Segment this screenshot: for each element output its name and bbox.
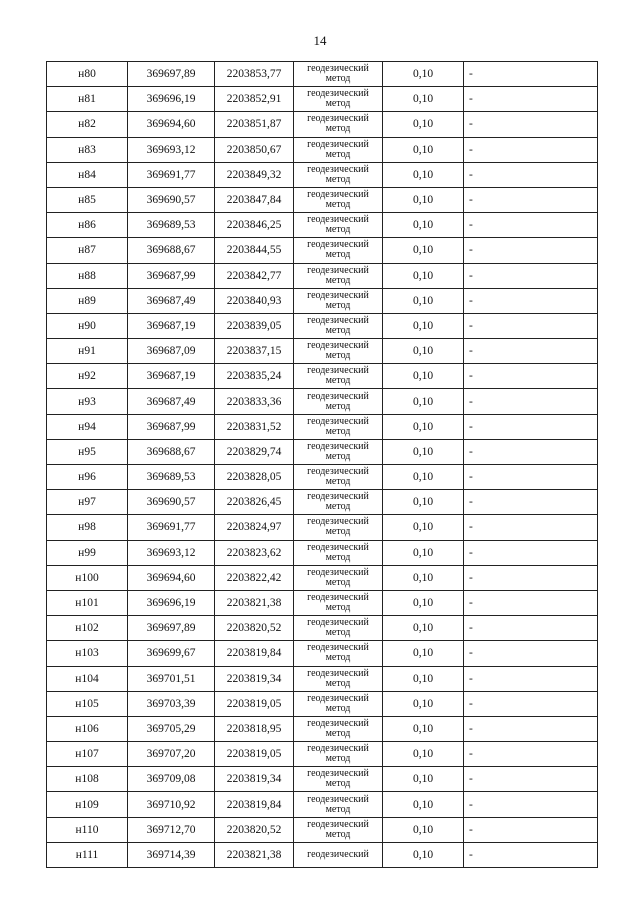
table-row	[47, 414, 598, 439]
table-row	[47, 439, 598, 464]
note-cell: -	[464, 263, 598, 288]
x-coordinate-cell: 369701,51	[128, 666, 215, 691]
point-cell: н86	[47, 213, 128, 238]
method-line-2: метод	[325, 828, 351, 840]
method-cell	[294, 641, 383, 666]
accuracy-cell: 0,10	[383, 666, 464, 691]
accuracy-cell: 0,10	[383, 691, 464, 716]
method-cell	[294, 742, 383, 767]
note-cell: -	[464, 465, 598, 490]
x-coordinate-cell: 369688,67	[128, 238, 215, 263]
method-line-1: геодезический	[307, 516, 369, 528]
y-coordinate-cell: 2203820,52	[215, 817, 294, 842]
x-coordinate-cell: 369687,49	[128, 389, 215, 414]
method-cell	[294, 87, 383, 112]
point-cell: н91	[47, 339, 128, 364]
accuracy-cell: 0,10	[383, 616, 464, 641]
x-coordinate-cell: 369694,60	[128, 112, 215, 137]
x-coordinate-cell: 369699,67	[128, 641, 215, 666]
method-line-1: геодезический	[307, 818, 369, 830]
table-row	[47, 87, 598, 112]
table-row	[47, 389, 598, 414]
note-cell: -	[464, 112, 598, 137]
y-coordinate-cell: 2203822,42	[215, 565, 294, 590]
method-line-2: метод	[325, 778, 351, 790]
method-line-2: метод	[325, 576, 351, 588]
point-cell: н106	[47, 716, 128, 741]
accuracy-cell: 0,10	[383, 187, 464, 212]
note-cell: -	[464, 313, 598, 338]
x-coordinate-cell: 369688,67	[128, 439, 215, 464]
method-line-1: геодезический	[307, 667, 369, 679]
point-cell: н99	[47, 540, 128, 565]
y-coordinate-cell: 2203824,97	[215, 515, 294, 540]
y-coordinate-cell: 2203820,52	[215, 616, 294, 641]
x-coordinate-cell: 369707,20	[128, 742, 215, 767]
method-cell	[294, 162, 383, 187]
note-cell: -	[464, 540, 598, 565]
point-cell: н82	[47, 112, 128, 137]
table-row	[47, 767, 598, 792]
method-line-1: геодезический	[307, 365, 369, 377]
method-cell	[294, 767, 383, 792]
y-coordinate-cell: 2203850,67	[215, 137, 294, 162]
method-line-2: метод	[325, 98, 351, 110]
method-cell	[294, 691, 383, 716]
method-line-1: геодезический	[307, 566, 369, 578]
method-line-1: геодезический	[307, 63, 369, 75]
point-cell: н95	[47, 439, 128, 464]
method-line-2: метод	[325, 526, 351, 538]
point-cell: н104	[47, 666, 128, 691]
page-number: 14	[313, 33, 327, 48]
table-row	[47, 465, 598, 490]
table-row	[47, 590, 598, 615]
note-cell: -	[464, 767, 598, 792]
table-row	[47, 540, 598, 565]
method-line-1: геодезический	[307, 466, 369, 478]
accuracy-cell: 0,10	[383, 515, 464, 540]
accuracy-cell: 0,10	[383, 112, 464, 137]
method-line-1: геодезический	[307, 768, 369, 780]
x-coordinate-cell: 369712,70	[128, 817, 215, 842]
accuracy-cell: 0,10	[383, 414, 464, 439]
accuracy-cell: 0,10	[383, 162, 464, 187]
method-line-1: геодезический	[307, 113, 369, 125]
y-coordinate-cell: 2203819,05	[215, 742, 294, 767]
method-cell	[294, 213, 383, 238]
y-coordinate-cell: 2203851,87	[215, 112, 294, 137]
method-cell	[294, 465, 383, 490]
method-line-2: метод	[325, 224, 351, 236]
y-coordinate-cell: 2203821,38	[215, 590, 294, 615]
x-coordinate-cell: 369705,29	[128, 716, 215, 741]
accuracy-cell: 0,10	[383, 339, 464, 364]
point-cell: н103	[47, 641, 128, 666]
note-cell: -	[464, 137, 598, 162]
y-coordinate-cell: 2203819,34	[215, 666, 294, 691]
point-cell: н109	[47, 792, 128, 817]
method-line-2: метод	[325, 803, 351, 815]
accuracy-cell: 0,10	[383, 439, 464, 464]
note-cell: -	[464, 490, 598, 515]
note-cell: -	[464, 742, 598, 767]
accuracy-cell: 0,10	[383, 742, 464, 767]
note-cell: -	[464, 842, 598, 867]
method-line-2: метод	[325, 425, 351, 437]
y-coordinate-cell: 2203846,25	[215, 213, 294, 238]
method-line-2: метод	[325, 199, 351, 211]
method-line-2: метод	[325, 727, 351, 739]
point-cell: н96	[47, 465, 128, 490]
method-line-1: геодезический	[307, 642, 369, 654]
method-line-1: геодезический	[307, 617, 369, 629]
method-line-2: метод	[325, 753, 351, 765]
y-coordinate-cell: 2203842,77	[215, 263, 294, 288]
x-coordinate-cell: 369687,99	[128, 263, 215, 288]
table-row	[47, 62, 598, 87]
point-cell: н101	[47, 590, 128, 615]
y-coordinate-cell: 2203839,05	[215, 313, 294, 338]
method-line-2: метод	[325, 173, 351, 185]
table-row	[47, 263, 598, 288]
accuracy-cell: 0,10	[383, 87, 464, 112]
x-coordinate-cell: 369690,57	[128, 490, 215, 515]
x-coordinate-cell: 369696,19	[128, 590, 215, 615]
point-cell: н110	[47, 817, 128, 842]
method-line-2: метод	[325, 324, 351, 336]
method-line-2: метод	[325, 148, 351, 160]
y-coordinate-cell: 2203821,38	[215, 842, 294, 867]
note-cell: -	[464, 389, 598, 414]
table-row	[47, 817, 598, 842]
table-row	[47, 742, 598, 767]
method-line-1: геодезический	[307, 743, 369, 755]
method-cell	[294, 842, 383, 867]
point-cell: н85	[47, 187, 128, 212]
method-cell	[294, 817, 383, 842]
table-row	[47, 616, 598, 641]
x-coordinate-cell: 369697,89	[128, 616, 215, 641]
method-line-1: геодезический	[307, 541, 369, 553]
method-line-1: геодезический	[307, 189, 369, 201]
note-cell: -	[464, 716, 598, 741]
note-cell: -	[464, 641, 598, 666]
method-cell	[294, 439, 383, 464]
method-line-2: метод	[325, 299, 351, 311]
x-coordinate-cell: 369687,09	[128, 339, 215, 364]
accuracy-cell: 0,10	[383, 792, 464, 817]
point-cell: н93	[47, 389, 128, 414]
x-coordinate-cell: 369689,53	[128, 465, 215, 490]
method-line-1: геодезический	[307, 390, 369, 402]
accuracy-cell: 0,10	[383, 716, 464, 741]
y-coordinate-cell: 2203819,84	[215, 641, 294, 666]
note-cell: -	[464, 414, 598, 439]
method-cell	[294, 288, 383, 313]
accuracy-cell: 0,10	[383, 288, 464, 313]
accuracy-cell: 0,10	[383, 238, 464, 263]
accuracy-cell: 0,10	[383, 842, 464, 867]
table-row	[47, 792, 598, 817]
table-row	[47, 339, 598, 364]
y-coordinate-cell: 2203847,84	[215, 187, 294, 212]
note-cell: -	[464, 666, 598, 691]
method-line-1: геодезический	[307, 340, 369, 352]
y-coordinate-cell: 2203835,24	[215, 364, 294, 389]
accuracy-cell: 0,10	[383, 263, 464, 288]
method-line-2: метод	[325, 652, 351, 664]
point-cell: н105	[47, 691, 128, 716]
coordinates-table-body	[47, 62, 598, 868]
method-cell	[294, 792, 383, 817]
point-cell: н92	[47, 364, 128, 389]
method-cell	[294, 112, 383, 137]
accuracy-cell: 0,10	[383, 590, 464, 615]
method-line-2: метод	[325, 274, 351, 286]
method-line-1: геодезический	[307, 592, 369, 604]
y-coordinate-cell: 2203828,05	[215, 465, 294, 490]
table-row	[47, 515, 598, 540]
accuracy-cell: 0,10	[383, 817, 464, 842]
y-coordinate-cell: 2203853,77	[215, 62, 294, 87]
table-row	[47, 112, 598, 137]
y-coordinate-cell: 2203831,52	[215, 414, 294, 439]
x-coordinate-cell: 369696,19	[128, 87, 215, 112]
x-coordinate-cell: 369691,77	[128, 515, 215, 540]
method-cell	[294, 238, 383, 263]
point-cell: н100	[47, 565, 128, 590]
method-line-2: метод	[325, 400, 351, 412]
method-cell	[294, 565, 383, 590]
table-row	[47, 213, 598, 238]
x-coordinate-cell: 369714,39	[128, 842, 215, 867]
note-cell: -	[464, 87, 598, 112]
y-coordinate-cell: 2203844,55	[215, 238, 294, 263]
method-cell	[294, 666, 383, 691]
point-cell: н89	[47, 288, 128, 313]
y-coordinate-cell: 2203837,15	[215, 339, 294, 364]
method-line-2: метод	[325, 249, 351, 261]
y-coordinate-cell: 2203819,05	[215, 691, 294, 716]
method-cell	[294, 62, 383, 87]
y-coordinate-cell: 2203826,45	[215, 490, 294, 515]
method-cell	[294, 389, 383, 414]
x-coordinate-cell: 369693,12	[128, 540, 215, 565]
accuracy-cell: 0,10	[383, 490, 464, 515]
accuracy-cell: 0,10	[383, 540, 464, 565]
point-cell: н102	[47, 616, 128, 641]
method-cell	[294, 515, 383, 540]
table-row	[47, 313, 598, 338]
point-cell: н88	[47, 263, 128, 288]
y-coordinate-cell: 2203833,36	[215, 389, 294, 414]
note-cell: -	[464, 62, 598, 87]
method-line-1: геодезический	[307, 314, 369, 326]
coordinates-table	[46, 61, 598, 868]
method-cell	[294, 263, 383, 288]
y-coordinate-cell: 2203829,74	[215, 439, 294, 464]
point-cell: н97	[47, 490, 128, 515]
y-coordinate-cell: 2203852,91	[215, 87, 294, 112]
method-cell	[294, 364, 383, 389]
method-line-2: метод	[325, 350, 351, 362]
point-cell: н83	[47, 137, 128, 162]
method-cell	[294, 616, 383, 641]
x-coordinate-cell: 369710,92	[128, 792, 215, 817]
note-cell: -	[464, 439, 598, 464]
method-line-1: геодезический	[307, 793, 369, 805]
accuracy-cell: 0,10	[383, 389, 464, 414]
point-cell: н81	[47, 87, 128, 112]
note-cell: -	[464, 187, 598, 212]
note-cell: -	[464, 162, 598, 187]
accuracy-cell: 0,10	[383, 137, 464, 162]
x-coordinate-cell: 369687,19	[128, 313, 215, 338]
x-coordinate-cell: 369693,12	[128, 137, 215, 162]
point-cell: н94	[47, 414, 128, 439]
method-cell	[294, 187, 383, 212]
method-cell	[294, 490, 383, 515]
method-line-2: метод	[325, 476, 351, 488]
x-coordinate-cell: 369687,19	[128, 364, 215, 389]
note-cell: -	[464, 817, 598, 842]
accuracy-cell: 0,10	[383, 313, 464, 338]
note-cell: -	[464, 590, 598, 615]
method-line-1: геодезический	[307, 214, 369, 226]
y-coordinate-cell: 2203818,95	[215, 716, 294, 741]
method-line-1: геодезический	[307, 239, 369, 251]
note-cell: -	[464, 288, 598, 313]
table-row	[47, 691, 598, 716]
method-line-2: метод	[325, 375, 351, 387]
accuracy-cell: 0,10	[383, 213, 464, 238]
accuracy-cell: 0,10	[383, 364, 464, 389]
accuracy-cell: 0,10	[383, 62, 464, 87]
accuracy-cell: 0,10	[383, 565, 464, 590]
method-cell	[294, 414, 383, 439]
method-line-1: геодезический	[307, 491, 369, 503]
note-cell: -	[464, 238, 598, 263]
method-line-1: геодезический	[307, 264, 369, 276]
table-row	[47, 187, 598, 212]
method-line-2: метод	[325, 450, 351, 462]
x-coordinate-cell: 369703,39	[128, 691, 215, 716]
method-line-1: геодезический	[307, 717, 369, 729]
method-line-2: метод	[325, 677, 351, 689]
point-cell: н98	[47, 515, 128, 540]
method-cell	[294, 540, 383, 565]
method-line-2: метод	[325, 73, 351, 85]
y-coordinate-cell: 2203840,93	[215, 288, 294, 313]
note-cell: -	[464, 565, 598, 590]
note-cell: -	[464, 339, 598, 364]
table-row	[47, 490, 598, 515]
note-cell: -	[464, 364, 598, 389]
note-cell: -	[464, 691, 598, 716]
method-line-2: метод	[325, 702, 351, 714]
method-line-2: метод	[325, 501, 351, 513]
method-line-1: геодезический	[307, 415, 369, 427]
y-coordinate-cell: 2203819,34	[215, 767, 294, 792]
x-coordinate-cell: 369694,60	[128, 565, 215, 590]
table-row	[47, 641, 598, 666]
method-cell	[294, 590, 383, 615]
point-cell: н80	[47, 62, 128, 87]
accuracy-cell: 0,10	[383, 641, 464, 666]
point-cell: н84	[47, 162, 128, 187]
method-cell	[294, 716, 383, 741]
point-cell: н90	[47, 313, 128, 338]
note-cell: -	[464, 515, 598, 540]
method-line-1: геодезический	[307, 848, 369, 860]
table-row	[47, 666, 598, 691]
method-line-1: геодезический	[307, 289, 369, 301]
note-cell: -	[464, 213, 598, 238]
method-line-1: геодезический	[307, 88, 369, 100]
x-coordinate-cell: 369709,08	[128, 767, 215, 792]
y-coordinate-cell: 2203823,62	[215, 540, 294, 565]
method-line-2: метод	[325, 627, 351, 639]
table-row	[47, 364, 598, 389]
point-cell: н108	[47, 767, 128, 792]
method-cell	[294, 313, 383, 338]
table-row	[47, 842, 598, 867]
table-row	[47, 716, 598, 741]
point-cell: н87	[47, 238, 128, 263]
method-cell	[294, 137, 383, 162]
note-cell: -	[464, 616, 598, 641]
method-line-1: геодезический	[307, 440, 369, 452]
x-coordinate-cell: 369697,89	[128, 62, 215, 87]
method-line-1: геодезический	[307, 692, 369, 704]
x-coordinate-cell: 369691,77	[128, 162, 215, 187]
method-line-2: метод	[325, 602, 351, 614]
point-cell: н111	[47, 842, 128, 867]
point-cell: н107	[47, 742, 128, 767]
accuracy-cell: 0,10	[383, 767, 464, 792]
x-coordinate-cell: 369689,53	[128, 213, 215, 238]
x-coordinate-cell: 369687,99	[128, 414, 215, 439]
table-row	[47, 238, 598, 263]
table-row	[47, 565, 598, 590]
method-line-2: метод	[325, 551, 351, 563]
note-cell: -	[464, 792, 598, 817]
method-cell	[294, 339, 383, 364]
method-line-1: геодезический	[307, 163, 369, 175]
accuracy-cell: 0,10	[383, 465, 464, 490]
y-coordinate-cell: 2203849,32	[215, 162, 294, 187]
table-row	[47, 288, 598, 313]
table-row	[47, 162, 598, 187]
x-coordinate-cell: 369690,57	[128, 187, 215, 212]
method-line-1: геодезический	[307, 138, 369, 150]
x-coordinate-cell: 369687,49	[128, 288, 215, 313]
y-coordinate-cell: 2203819,84	[215, 792, 294, 817]
table-row	[47, 137, 598, 162]
method-line-2: метод	[325, 123, 351, 135]
